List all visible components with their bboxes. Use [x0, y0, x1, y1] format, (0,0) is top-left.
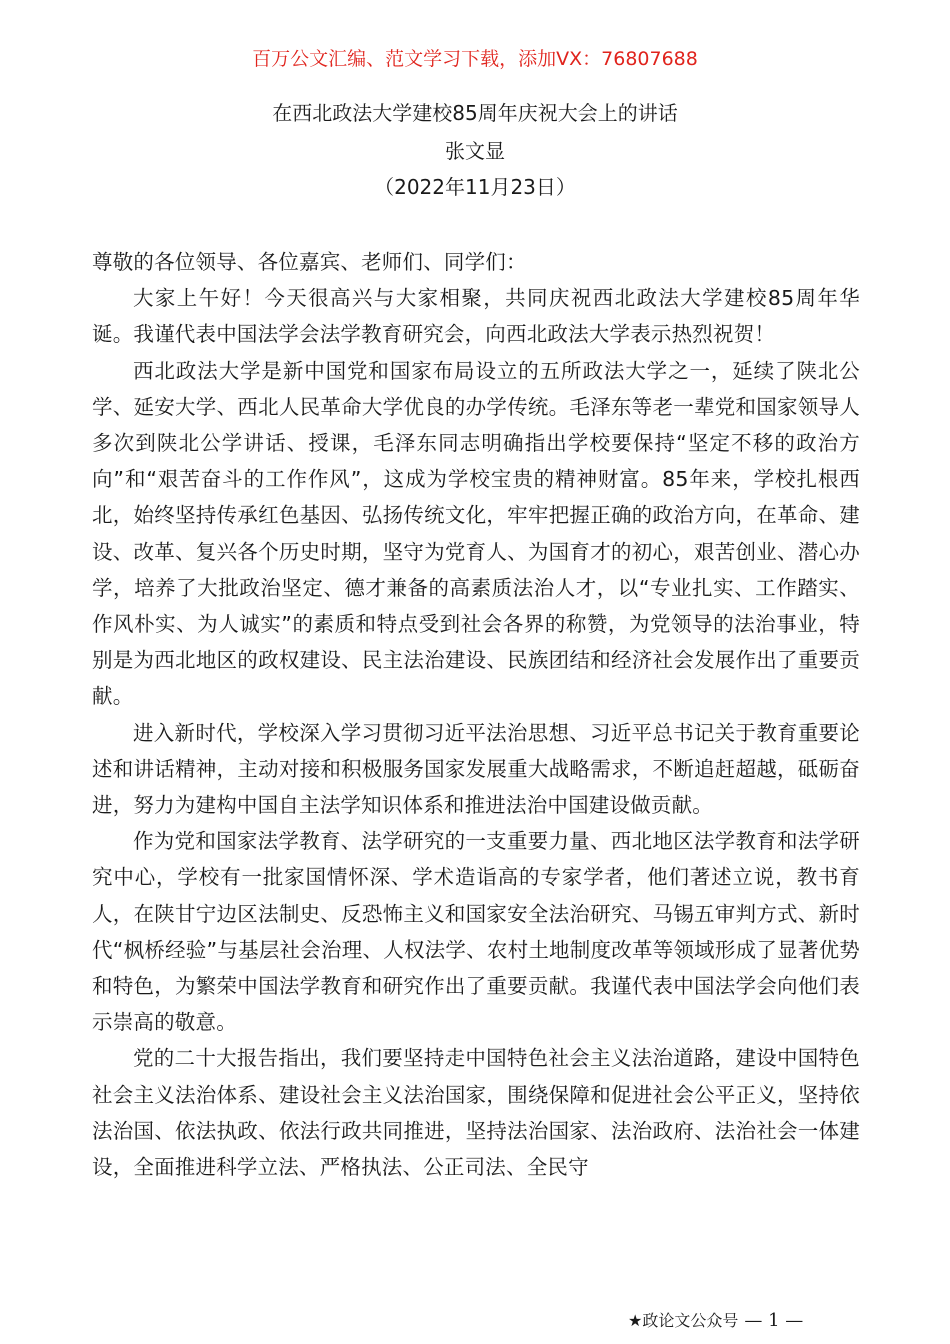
salutation: 尊敬的各位领导、各位嘉宾、老师们、同学们：: [92, 250, 527, 274]
speech-date: （2022年11月23日）: [374, 175, 576, 199]
paragraph: 党的二十大报告指出，我们要坚持走中国特色社会主义法治道路，建设中国特色社会主义法治体系、建设社会主义法治国家，围绕保障和促进社会公平正义，坚持依法治国、依法执政、依法行政共同推进，坚持法治国家、法治政府、法治社会一体建设，全面推进科学立法、严格执法、公正司法、全民守: [92, 1046, 860, 1180]
paragraph: 作为党和国家法学教育、法学研究的一支重要力量、西北地区法学教育和法学研究中心，学校有一批家国情怀深、学术造诣高的专家学者，他们著述立说，教书育人，在陕甘宁边区法制史、反恐怖主义和国家安全法治研究、马锡五审判方式、新时代“枫桥经验”与基层社会治理、人权法学、农村土地制度改革等领域形成了显著优势和特色，为繁荣中国法学教育和研究作出了重要贡献。我谨代表中国法学会向他们表示崇高的敬意。: [92, 829, 860, 1035]
paragraph: 大家上午好！今天很高兴与大家相聚，共同庆祝西北政法大学建校85周年华诞。我谨代表中国法学会法学教育研究会，向西北政法大学表示热烈祝贺！: [92, 286, 860, 347]
watermark-banner: 百万公文汇编、范文学习下载，添加VX：76807688: [252, 48, 698, 70]
page-footer: [628, 1310, 888, 1332]
page-title: 在西北政法大学建校85周年庆祝大会上的讲话: [272, 101, 678, 125]
speech-body: [92, 244, 860, 1185]
footer-source: ★政论文公众号: [628, 1311, 739, 1330]
author-name: 张文显: [445, 139, 505, 163]
paragraph: 进入新时代，学校深入学习贯彻习近平法治思想、习近平总书记关于教育重要论述和讲话精神，主动对接和积极服务国家发展重大战略需求，不断追赶超越，砥砺奋进，努力为建构中国自主法学知识体系和推进法治中国建设做贡献。: [92, 720, 860, 818]
paragraph: 西北政法大学是新中国党和国家布局设立的五所政法大学之一，延续了陕北公学、延安大学、西北人民革命大学优良的办学传统。毛泽东等老一辈党和国家领导人多次到陕北公学讲话、授课，毛泽东同志明确指出学校要保持“坚定不移的政治方向”和“艰苦奋斗的工作作风”，这成为学校宝贵的精神财富。85年来，学校扎根西北，始终坚持传承红色基因、弘扬传统文化，牢牢把握正确的政治方向，在革命、建设、改革、复兴各个历史时期，坚守为党育人、为国育才的初心，艰苦创业、潜心办学，培养了大批政治坚定、德才兼备的高素质法治人才，以“专业扎实、工作踏实、作风朴实、为人诚实”的素质和特点受到社会各界的称赞，为党领导的法治事业，特别是为西北地区的政权建设、民主法治建设、民族团结和经济社会发展作出了重要贡献。: [92, 358, 860, 709]
page-number: — 1 —: [744, 1310, 804, 1331]
